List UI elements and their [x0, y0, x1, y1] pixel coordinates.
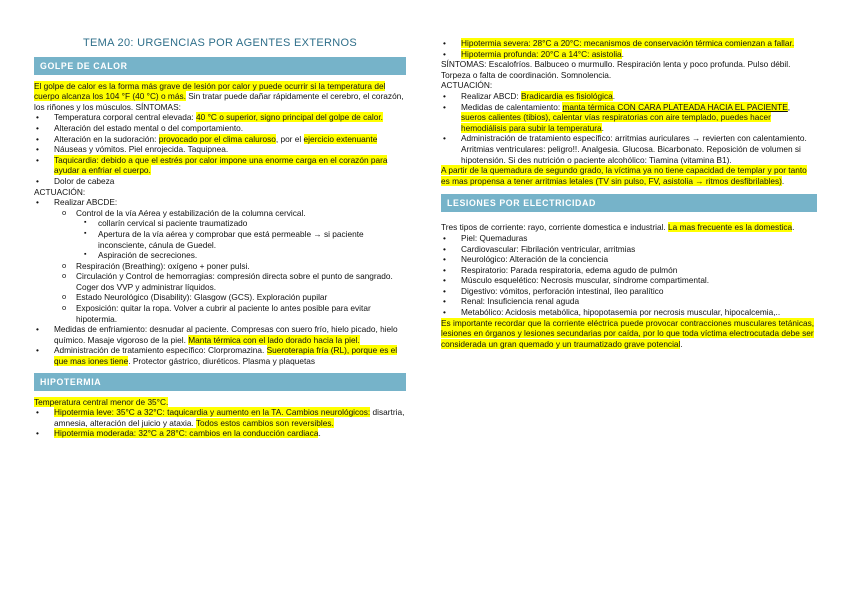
hipo-stages-list-left: [34, 407, 406, 439]
list-item: • Alteración en la sudoración: provocado por el clima caluroso, por el ejercicio extenuante: [34, 134, 406, 145]
list-item: ▪ Apertura de la vía aérea y comprobar que está permeable → si paciente inconsciente, cánula de Guedel.: [34, 229, 406, 250]
page-title: TEMA 20: URGENCIAS POR AGENTES EXTERNOS: [83, 37, 357, 49]
right-column: [441, 38, 817, 349]
section-heading-electricidad: LESIONES POR ELECTRICIDAD: [441, 194, 817, 212]
elec-final-note: Es importante recordar que la corriente eléctrica puede provocar contracciones musculares tetánicas, lesiones en órganos y lesiones secundarias por caída, por lo que toda víctima electrocutada debe ser considerada un gran quemado y un traumatizado grave potencial.: [441, 317, 815, 349]
list-item: o Control de la vía Aérea y estabilización de la columna cervical.: [34, 208, 406, 219]
list-item: • Medidas de enfriamiento: desnudar al paciente. Compresas con suero frío, hielo picado, hielo químico. Masaje vigoroso de la piel. Manta térmica con el lado dorado hacia la piel.: [34, 324, 406, 345]
golpe-actuacion-label: ACTUACIÓN:: [34, 186, 86, 197]
list-item: o Exposición: quitar la ropa. Volver a cubrir al paciente lo antes posible para evitar hipotermia.: [34, 303, 406, 324]
golpe-symptoms-list: [34, 112, 406, 186]
left-column: [34, 0, 406, 439]
list-item: • Hipotermia profunda: 20°C a 14°C: asistolia.: [441, 49, 817, 60]
hipo-final-note: A partir de la quemadura de segundo grado, la víctima ya no tiene capacidad de templar y por tanto es mas propensa a tener arritmias letales (TV sin pulso, FV, asistolia → ritmos desfibrilables).: [441, 165, 807, 186]
hipo-stages-list-right: [441, 38, 817, 59]
list-item: • Neurológico: Alteración de la conciencia: [441, 254, 817, 265]
elec-intro: Tres tipos de corriente: rayo, corriente domestica e industrial. La mas frecuente es la domestica.: [441, 222, 795, 233]
list-item: • Dolor de cabeza: [34, 176, 406, 187]
list-item: • Medidas de calentamiento: manta térmica CON CARA PLATEADA HACIA EL PACIENTE, sueros calientes (tibios), calentar vías respiratorias con aire templado, puedes hacer hemodiálisis para subir la temperatura.: [441, 102, 817, 134]
hipo-intro: Temperatura central menor de 35°C.: [34, 396, 169, 407]
elec-effects-list: [441, 233, 817, 318]
section-heading-golpe-de-calor: GOLPE DE CALOR: [34, 57, 406, 75]
hipo-sintomas: SÍNTOMAS: Escalofríos. Balbuceo o murmullo. Respiración lenta y poco profunda. Pulso débil. Torpeza o falta de coordinación. Somnolencia.: [441, 59, 791, 80]
list-item: o Respiración (Breathing): oxígeno + poner pulsi.: [34, 261, 406, 272]
list-item: o Circulación y Control de hemorragias: compresión directa sobre el punto de sangrado. Coger dos VVP y administrar líquidos.: [34, 271, 406, 292]
list-item: ▪ collarín cervical si paciente traumatizado: [34, 218, 406, 229]
list-item: ▪ Aspiración de secreciones.: [34, 250, 406, 261]
list-item: • Hipotermia leve: 35°C a 32°C: taquicardia y aumento en la TA. Cambios neurológicos: disartria, amnesia, alteración del juicio y ataxia. Todos estos cambios son reversibles.: [34, 407, 406, 428]
list-item: • Alteración del estado mental o del comportamiento.: [34, 123, 406, 134]
list-item: • Administración de tratamiento específico: Clorpromazina. Sueroterapia fría (RL), porque es el que mas iones tiene. Protector gástrico, diuréticos. Plasma y plaquetas: [34, 345, 406, 366]
golpe-intro: El golpe de calor es la forma más grave de lesión por calor y puede ocurrir si la temperatura del cuerpo alcanza los 104 °F (40 °C) o más. Sin tratar puede dañar rápidamente el cerebro, el corazón, los riñones y los músculos. SÍNTOMAS:: [34, 80, 404, 112]
list-item: • Hipotermia severa: 28°C a 20°C: mecanismos de conservación térmica comienzan a fallar.: [441, 38, 817, 49]
hipo-actuacion-label: ACTUACIÓN:: [441, 80, 493, 91]
list-item: • Hipotermia moderada: 32°C a 28°C: cambios en la conducción cardiaca.: [34, 428, 406, 439]
list-item: • Renal: Insuficiencia renal aguda: [441, 296, 817, 307]
list-item: • Músculo esquelético: Necrosis muscular, síndrome compartimental.: [441, 275, 817, 286]
list-item: • Digestivo: vómitos, perforación intestinal, íleo paralítico: [441, 286, 817, 297]
list-item: • Taquicardia: debido a que el estrés por calor impone una enorme carga en el corazón para ayudar a enfriar el cuerpo.: [34, 155, 406, 176]
section-heading-hipotermia: HIPOTERMIA: [34, 373, 406, 391]
list-item: • Administración de tratamiento específico: arritmias auriculares → revierten con calentamiento. Arritmias ventriculares: peligro!!. Analgesia. Glucosa. Bicarbonato. Reposición de volumen si hipotensión. Si des nutrición o paciente alcohólico: Tiamina (vitamina B1).: [441, 133, 817, 165]
list-item: o Estado Neurológico (Disability): Glasgow (GCS). Exploración pupilar: [34, 292, 406, 303]
list-item: • Realizar ABCDE:: [34, 197, 406, 208]
hipo-actions-list: [441, 91, 817, 165]
list-item: • Temperatura corporal central elevada: 40 °C o superior, signo principal del golpe de calor.: [34, 112, 406, 123]
list-item: • Piel: Quemaduras: [441, 233, 817, 244]
list-item: • Metabólico: Acidosis metabólica, hipopotasemia por necrosis muscular, hipocalcemia,..: [441, 307, 817, 318]
list-item: • Cardiovascular: Fibrilación ventricular, arritmias: [441, 244, 817, 255]
golpe-actions-list: [34, 197, 406, 367]
list-item: • Realizar ABCD: Bradicardia es fisiológica.: [441, 91, 817, 102]
list-item: • Náuseas y vómitos. Piel enrojecida. Taquipnea.: [34, 144, 406, 155]
list-item: • Respiratorio: Parada respiratoria, edema agudo de pulmón: [441, 265, 817, 276]
